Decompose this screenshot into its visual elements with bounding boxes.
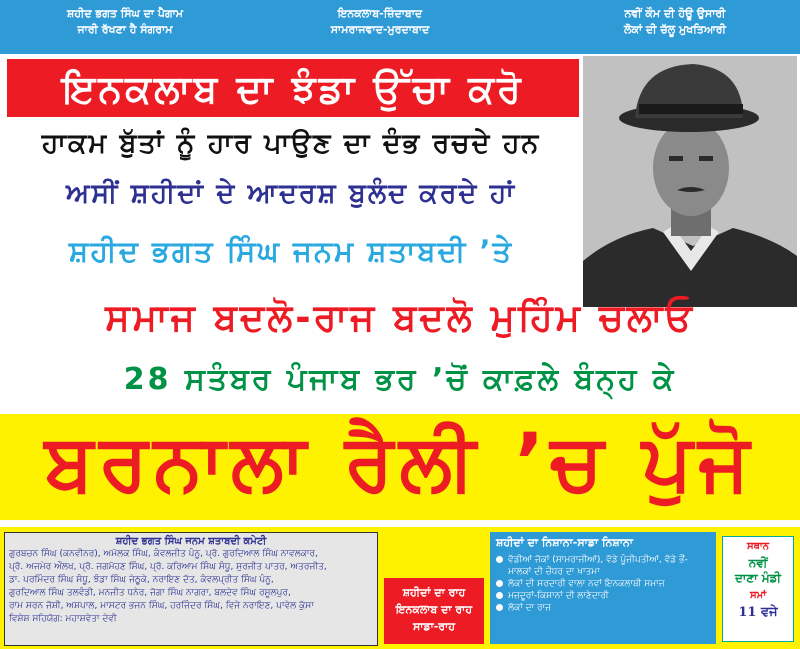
venue-name-line-1: ਨਵੀਂ	[748, 556, 768, 570]
committee-members-line: ਪ੍ਰੋ. ਅਜਮੇਰ ਔਲਖ, ਪ੍ਰੋ. ਜਗਮੋਹਣ ਸਿੰਘ, ਪ੍ਰੋ. ਕਰਿਆਮ ਸਿੰਘ ਸੰਧੂ, ਸੁਰਜੀਤ ਪਾਤਰ, ਅਤਰਜੀਤ,	[9, 562, 327, 572]
portrait-image	[583, 56, 797, 307]
headline: ਇਨਕਲਾਬ ਦਾ ਝੰਡਾ ਉੱਚਾ ਕਰੋ	[62, 67, 524, 111]
time-label: ਸਮਾਂ	[749, 590, 767, 601]
slogan-middle	[240, 6, 520, 38]
committee-title: ਸ਼ਹੀਦ ਭਗਤ ਸਿੰਘ ਜਨਮ ਸ਼ਤਾਬਦੀ ਕਮੇਟੀ	[115, 536, 267, 547]
time-value: 11 ਵਜੇ	[738, 605, 778, 620]
venue-panel	[722, 536, 794, 642]
slogan-middle-line-2: ਸਾਮਰਾਜਵਾਦ-ਮੁਰਦਾਬਾਦ	[330, 23, 430, 36]
slogan-line-rulers: ਹਾਕਮ ਬੁੱਤਾਂ ਨੂੰ ਹਾਰ ਪਾਉਣ ਦਾ ਦੰਭ ਰਚਦੇ ਹਨ	[41, 128, 541, 159]
committee-members-line: ਡਾ. ਪਰਮਿੰਦਰ ਸਿੰਘ ਸੰਧੂ, ਝੰਡਾ ਸਿੰਘ ਜੇਠੂਕੇ, ਨਰਾਇਣ ਦੱਤ, ਕੰਵਲਪ੍ਰੀਤ ਸਿੰਘ ਪੰਨੂ,	[9, 575, 274, 585]
committee-members-line: ਰਾਮ ਸਰਨ ਜੋਸ਼ੀ, ਅਸ਼ਪਾਲ, ਮਾਸਟਰ ਭਜਨ ਸਿੰਘ, ਹਰਜਿੰਦਰ ਸਿੰਘ, ਵਿਜੇ ਨਰਾਇਣ, ਪਾਵੇਲ ਕੁੱਸਾ	[9, 601, 314, 611]
slogan-right-line-1: ਨਵੀਂ ਕੌਮ ਦੀ ਹੋਊ ਉਸਾਰੀ	[624, 7, 726, 20]
committee-members-line: ਗੁਰਦਿਆਲ ਸਿੰਘ ਤਲਵੰਡੀ, ਮਨਜੀਤ ਧਨੇਰ, ਜੋਗਾ ਸਿੰਘ ਨਾਗਰਾ, ਬਲਦੇਵ ਸਿੰਘ ਰਸੂਲਪੁਰ,	[9, 588, 291, 598]
headline-box	[4, 56, 582, 120]
goal-text: ਲੋਕਾਂ ਦਾ ਰਾਜ	[508, 603, 552, 613]
bullet-icon	[496, 580, 503, 587]
slogan-line-ideals: ਅਸੀਂ ਸ਼ਹੀਦਾਂ ਦੇ ਆਦਰਸ਼ ਬੁਲੰਦ ਕਰਦੇ ਹਾਂ	[66, 178, 516, 209]
goals-panel	[490, 532, 716, 644]
bullet-icon	[496, 604, 503, 611]
slogan-left-line-2: ਜਾਰੀ ਰੱਖਣਾ ਹੈ ਸੰਗਰਾਮ	[77, 23, 173, 36]
slogan-left	[30, 6, 220, 38]
goal-text: ਮਜ਼ਦੂਰਾਂ-ਕਿਸਾਨਾਂ ਦੀ ਲਾਣੇਦਾਰੀ	[508, 591, 609, 601]
slogan-middle-line-1: ਇਨਕਲਾਬ-ਜ਼ਿੰਦਾਬਾਦ	[337, 7, 423, 20]
goal-item	[496, 590, 710, 602]
path-panel	[384, 578, 484, 644]
committee-members-line: ਗੁਰਬਚਨ ਸਿੰਘ (ਕਨਵੀਨਰ), ਅਮੋਲਕ ਸਿੰਘ, ਕੰਵਲਜੀਤ ਪੰਨੂ, ਪ੍ਰੋ. ਗੁਰਦਿਆਲ ਸਿੰਘ ਨਾਵਲਕਾਰ,	[9, 549, 318, 559]
goal-item	[496, 602, 710, 614]
path-line-3: ਸਾਡਾ-ਰਾਹ	[412, 620, 456, 633]
goal-text: ਲੋਕਾਂ ਦੀ ਸਰਦਾਰੀ ਵਾਲਾ ਨਵਾਂ ਇਨਕਲਾਬੀ ਸਮਾਜ	[508, 579, 665, 589]
goal-item	[496, 578, 710, 590]
committee-panel	[4, 532, 378, 646]
bullet-icon	[496, 592, 503, 599]
venue-name-line-2: ਦਾਣਾ ਮੰਡੀ	[734, 571, 782, 585]
bullet-icon	[496, 556, 503, 563]
goals-title: ਸ਼ਹੀਦਾਂ ਦਾ ਨਿਸ਼ਾਨਾ-ਸਾਡਾ ਨਿਸ਼ਾਨਾ	[496, 536, 633, 549]
slogan-line-campaign: ਸਮਾਜ ਬਦਲੋ-ਰਾਜ ਬਦਲੋ ਮੁਹਿੰਮ ਚਲਾਓ	[105, 296, 695, 339]
special-support: ਵਿਸ਼ੇਸ਼ ਸਹਿਯੋਗ: ਮਹਾਸ਼ਵੇਤਾ ਦੇਵੀ	[9, 614, 117, 624]
slogan-line-date: 28 ਸਤੰਬਰ ਪੰਜਾਬ ਭਰ ’ਚੋਂ ਕਾਫ਼ਲੇ ਬੰਨ੍ਹ ਕੇ	[123, 362, 677, 397]
rally-call: ਬਰਨਾਲਾ ਰੈਲੀ ’ਚ ਪੁੱਜੋ	[44, 418, 756, 508]
slogan-line-centenary: ਸ਼ਹੀਦ ਭਗਤ ਸਿੰਘ ਜਨਮ ਸ਼ਤਾਬਦੀ ’ਤੇ	[68, 234, 514, 268]
committee-members	[9, 548, 373, 613]
slogan-left-line-1: ਸ਼ਹੀਦ ਭਗਤ ਸਿੰਘ ਦਾ ਪੈਗਾਮ	[66, 7, 184, 20]
venue-label: ਸਥਾਨ	[746, 541, 770, 552]
goal-text: ਵੱਡੀਆਂ ਜੋਕਾਂ (ਸਾਮਰਾਜੀਆਂ), ਵੱਡੇ ਪੂੰਜੀਪਤੀਆਂ, ਵੱਡੇ ਭੌਂ-ਮਾਲਕਾਂ ਦੀ ਚੌਧਰ ਦਾ ਖ਼ਾਤਮਾ	[508, 555, 688, 577]
goal-item	[496, 554, 710, 578]
portrait-photo	[583, 56, 797, 307]
path-line-2: ਇਨਕਲਾਬ ਦਾ ਰਾਹ	[395, 603, 473, 616]
slogan-right-line-2: ਲੋਕਾਂ ਦੀ ਚੱਲੂ ਮੁਖਤਿਆਰੀ	[624, 23, 726, 36]
path-line-1: ਸ਼ਹੀਦਾਂ ਦਾ ਰਾਹ	[402, 586, 466, 599]
goals-list	[496, 554, 710, 614]
slogan-right	[560, 6, 790, 38]
